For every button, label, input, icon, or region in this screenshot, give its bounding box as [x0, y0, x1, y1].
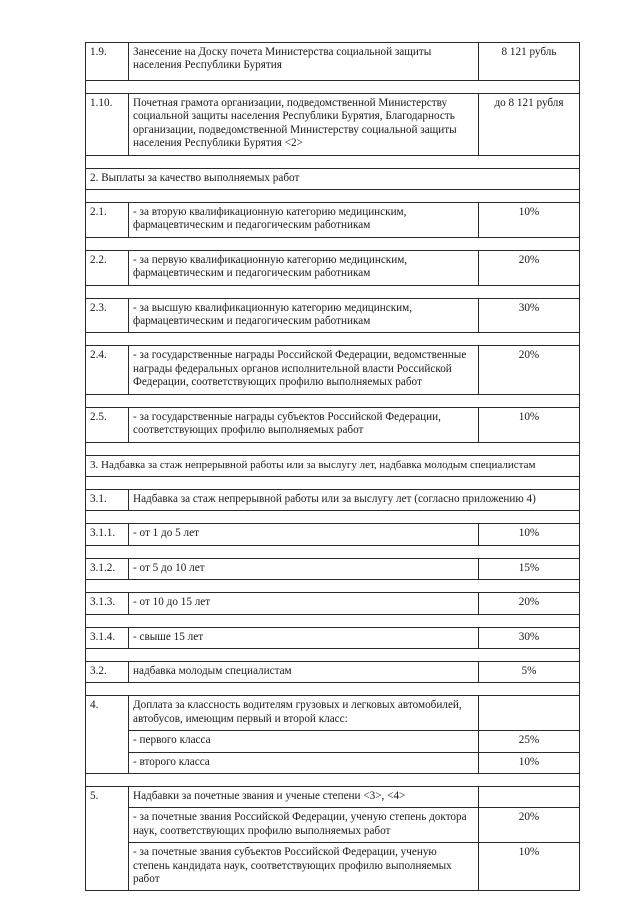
- payments-table: [85, 42, 580, 891]
- row-number: 2.4.: [86, 346, 129, 394]
- table-row: [86, 43, 580, 81]
- row-number: 2.3.: [86, 298, 129, 333]
- row-description: Доплата за классность водителям грузовых и легковых автомобилей, автобусов, имеющим первый и второй класс:: [129, 696, 479, 731]
- row-description: - свыше 15 лет: [129, 627, 479, 648]
- row-description: - первого класса: [129, 731, 479, 752]
- row-value-empty: [479, 786, 580, 807]
- row-description: Занесение на Доску почета Министерства социальной защиты населения Республики Бурятия: [129, 43, 479, 81]
- table-subrow: [86, 808, 580, 843]
- row-value: до 8 121 рубля: [479, 94, 580, 156]
- table-row: [86, 661, 580, 682]
- document-page: [85, 42, 579, 891]
- section-heading: 3. Надбавка за стаж непрерывной работы или за выслугу лет, надбавка молодым специалистам: [86, 455, 580, 476]
- table-row: [86, 696, 580, 731]
- row-value-empty: [479, 696, 580, 731]
- table-row: [86, 94, 580, 156]
- row-value: 10%: [479, 752, 580, 773]
- row-description: Надбавка за стаж непрерывной работы или за выслугу лет (согласно приложению 4): [129, 489, 580, 510]
- row-description: - за высшую квалификационную категорию медицинским, фармацевтическим и педагогическим работникам: [129, 298, 479, 333]
- row-number: 1.10.: [86, 94, 129, 156]
- table-row: [86, 489, 580, 510]
- table-row: [86, 203, 580, 238]
- row-value: 30%: [479, 627, 580, 648]
- row-number: 1.9.: [86, 43, 129, 81]
- row-number: 3.2.: [86, 661, 129, 682]
- row-number: 3.1.3.: [86, 593, 129, 614]
- section-heading: 2. Выплаты за качество выполняемых работ: [86, 168, 580, 189]
- row-value: 20%: [479, 593, 580, 614]
- table-row: [86, 407, 580, 442]
- row-description: Почетная грамота организации, подведомственной Министерству социальной защиты населения Республики Бурятия, Благодарность организации, подведомственной Министерству социальной защиты населения Республики Бурятия <2>: [129, 94, 479, 156]
- row-number: 5.: [86, 786, 129, 890]
- row-value: 20%: [479, 346, 580, 394]
- table-subrow: [86, 752, 580, 773]
- row-number: 4.: [86, 696, 129, 774]
- row-description: - за первую квалификационную категорию медицинским, фармацевтическим и педагогическим работникам: [129, 250, 479, 285]
- row-value: 15%: [479, 558, 580, 579]
- row-value: 30%: [479, 298, 580, 333]
- table-row: [86, 593, 580, 614]
- table-row: [86, 786, 580, 807]
- row-description: - за государственные награды Российской Федерации, ведомственные награды федеральных органов исполнительной власти Российской Федерации, соответствующих профилю выполняемых работ: [129, 346, 479, 394]
- row-value: 8 121 рубль: [479, 43, 580, 81]
- row-description: - от 10 до 15 лет: [129, 593, 479, 614]
- table-row: [86, 346, 580, 394]
- row-value: 5%: [479, 661, 580, 682]
- row-value: 10%: [479, 843, 580, 891]
- row-value: 10%: [479, 524, 580, 545]
- row-description: надбавка молодым специалистам: [129, 661, 479, 682]
- table-subrow: [86, 731, 580, 752]
- row-value: 20%: [479, 250, 580, 285]
- row-number: 3.1.2.: [86, 558, 129, 579]
- table-subrow: [86, 843, 580, 891]
- table-row: [86, 250, 580, 285]
- row-description: - второго класса: [129, 752, 479, 773]
- section-row: [86, 168, 580, 189]
- table-row: [86, 627, 580, 648]
- row-value: 20%: [479, 808, 580, 843]
- row-description: Надбавки за почетные звания и ученые степени <3>, <4>: [129, 786, 479, 807]
- section-row: [86, 455, 580, 476]
- row-number: 2.2.: [86, 250, 129, 285]
- table-row: [86, 558, 580, 579]
- row-number: 2.1.: [86, 203, 129, 238]
- row-value: 25%: [479, 731, 580, 752]
- row-value: 10%: [479, 203, 580, 238]
- row-number: 3.1.1.: [86, 524, 129, 545]
- row-description: - за почетные звания субъектов Российской Федерации, ученую степень кандидата наук, соответствующих профилю выполняемых работ: [129, 843, 479, 891]
- row-description: - от 1 до 5 лет: [129, 524, 479, 545]
- row-value: 10%: [479, 407, 580, 442]
- row-number: 2.5.: [86, 407, 129, 442]
- row-description: - за почетные звания Российской Федерации, ученую степень доктора наук, соответствующих профилю выполняемых работ: [129, 808, 479, 843]
- row-description: - за государственные награды субъектов Российской Федерации, соответствующих профилю выполняемых работ: [129, 407, 479, 442]
- row-number: 3.1.: [86, 489, 129, 510]
- row-number: 3.1.4.: [86, 627, 129, 648]
- table-row: [86, 298, 580, 333]
- row-description: - от 5 до 10 лет: [129, 558, 479, 579]
- row-description: - за вторую квалификационную категорию медицинским, фармацевтическим и педагогическим работникам: [129, 203, 479, 238]
- table-row: [86, 524, 580, 545]
